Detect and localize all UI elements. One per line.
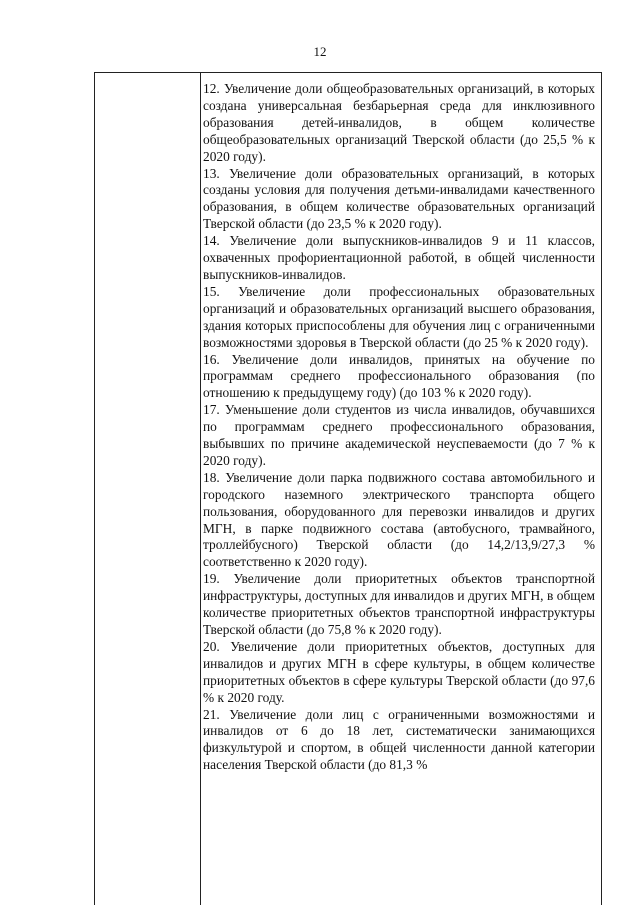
indicators-table [94, 72, 602, 905]
table-left-column [95, 73, 201, 905]
indicator-item-14: 14. Увеличение доли выпускников-инвалидов 9 и 11 классов, охваченных профориентационной работой, в общей численности выпускников-инвалидов. [203, 233, 595, 282]
indicator-item-19: 19. Увеличение доли приоритетных объектов транспортной инфраструктуры, доступных для инвалидов и других МГН, в общем количестве приоритетных объектов транспортной инфраструктуры Тверской области (до 75,8 % к 2020 году). [203, 571, 595, 637]
indicator-item-12: 12. Увеличение доли общеобразовательных организаций, в которых создана универсальная безбарьерная среда для инклюзивного образования детей-инвалидов, в общем количестве общеобразовательных организаций Тверской области (до 25,5 % к 2020 году). [203, 81, 595, 164]
page-number: 12 [313, 44, 327, 59]
indicator-item-21: 21. Увеличение доли лиц с ограниченными возможностями и инвалидов от 6 до 18 лет, систематически занимающихся физкультурой и спортом, в общей численности данной категории населения Тверской области (до 81,3 % [203, 706, 595, 773]
indicator-item-13: 13. Увеличение доли образовательных организаций, в которых созданы условия для получения детьми-инвалидами качественного образования, в общем количестве образовательных организаций Тверской области (до 23,5 % к 2020 году). [203, 165, 595, 232]
indicator-item-20: 20. Увеличение доли приоритетных объектов, доступных для инвалидов и других МГН в сфере культуры, в общем количестве приоритетных объектов в сфере культуры Тверской области (до 97,6 % к 2020 году. [203, 638, 595, 705]
indicator-item-18: 18. Увеличение доли парка подвижного состава автомобильного и городского наземного электрического транспорта общего пользования, оборудованного для перевозки инвалидов и других МГН, в парке подвижного состава (автобусного, трамвайного, троллейбусного) Тверской области (до 14,2/13,9/27,3 % соответственно к 2020 году). [203, 469, 595, 570]
indicator-item-15: 15. Увеличение доли профессиональных образовательных организаций и образовательных организаций высшего образования, здания которых приспособлены для обучения лиц с ограниченными возможностями здоровья в Тверской области (до 25 % к 2020 году). [203, 283, 595, 350]
indicator-item-16: 16. Увеличение доли инвалидов, принятых на обучение по программам среднего профессионального образования (по отношению к предыдущему году) (до 103 % к 2020 году). [203, 351, 595, 401]
indicator-item-17: 17. Уменьшение доли студентов из числа инвалидов, обучавшихся по программам среднего профессионального образования, выбывших по причине академической неуспеваемости (до 7 % к 2020 году). [203, 402, 595, 468]
table-right-column [203, 81, 595, 774]
